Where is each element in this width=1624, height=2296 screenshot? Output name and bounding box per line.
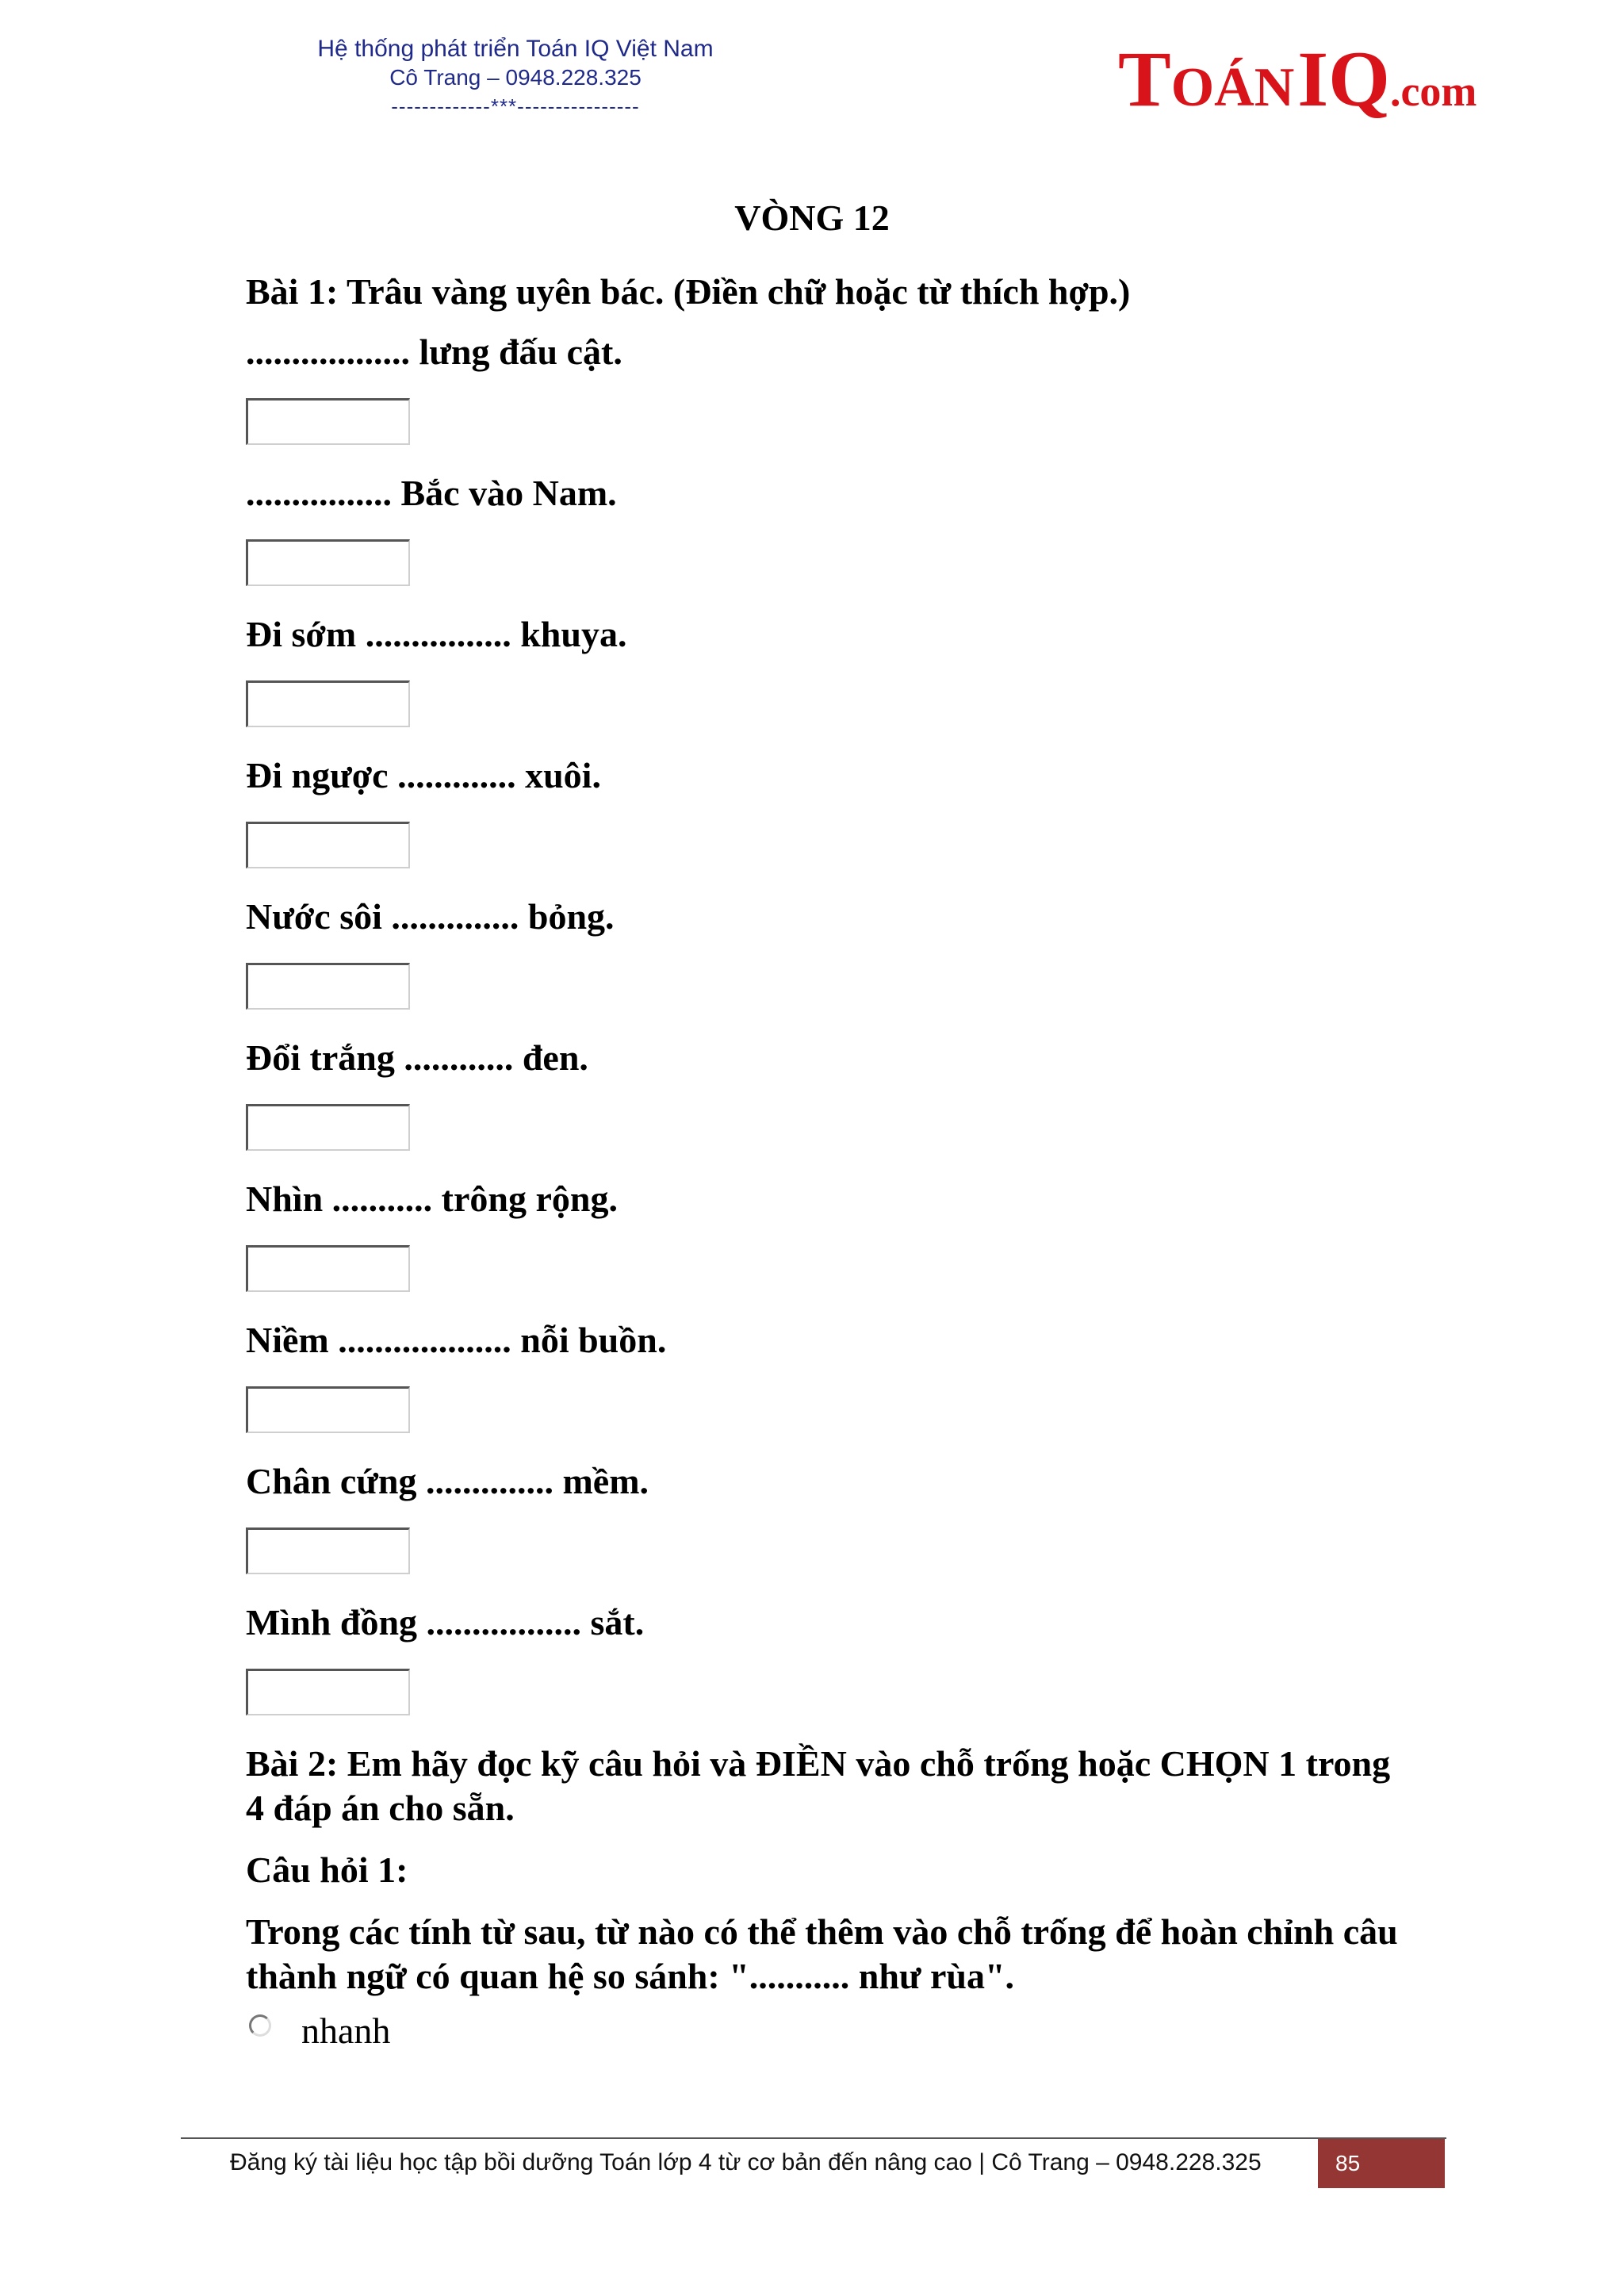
page-number: 85 xyxy=(1318,2139,1445,2188)
fill-item xyxy=(246,471,1404,612)
header-system-name: Hệ thống phát triển Toán IQ Việt Nam xyxy=(317,36,714,62)
fill-item xyxy=(246,1036,1404,1177)
fill-item-text: Đi ngược ............. xuôi. xyxy=(246,755,601,795)
fill-item-text: Mình đồng ................. sắt. xyxy=(246,1602,645,1642)
main-content xyxy=(246,270,1404,2057)
answer-input[interactable] xyxy=(246,398,410,445)
answer-input[interactable] xyxy=(246,539,410,586)
header-divider: -------------***---------------- xyxy=(391,94,640,118)
answer-input[interactable] xyxy=(246,1527,410,1574)
answer-option[interactable] xyxy=(246,2010,1404,2057)
fill-item-text: Niềm ................... nỗi buồn. xyxy=(246,1320,667,1360)
question-text: Trong các tính từ sau, từ nào có thể thêm vào chỗ trống để hoàn chỉnh câu thành ngữ có quan hệ so sánh: "........... như rùa". xyxy=(246,1911,1398,1996)
fill-item xyxy=(246,1318,1404,1459)
answer-input[interactable] xyxy=(246,1104,410,1151)
fill-item-text: Đổi trắng ............ đen. xyxy=(246,1037,588,1078)
footer-divider xyxy=(181,2137,1446,2139)
answer-input[interactable] xyxy=(246,680,410,727)
answer-input[interactable] xyxy=(246,963,410,1010)
answer-input[interactable] xyxy=(246,1386,410,1433)
fill-item-text: .................. lưng đấu cật. xyxy=(246,332,622,372)
answer-option-label: nhanh xyxy=(301,2010,391,2051)
footer-text: Đăng ký tài liệu học tập bồi dưỡng Toán lớp 4 từ cơ bản đến nâng cao | Cô Trang – 0948.228.325 xyxy=(230,2149,1262,2175)
task1-heading: Bài 1: Trâu vàng uyên bác. (Điền chữ hoặc từ thích hợp.) xyxy=(246,271,1131,312)
toaniq-logo: TOÁN IQ.com xyxy=(1118,35,1477,123)
header-info xyxy=(278,35,753,121)
fill-item xyxy=(246,612,1404,753)
page-title: VÒNG 12 xyxy=(734,197,890,238)
fill-item xyxy=(246,1600,1404,1742)
fill-item xyxy=(246,753,1404,895)
header-contact: Cô Trang – 0948.228.325 xyxy=(389,65,642,90)
radio-button[interactable] xyxy=(249,2014,271,2037)
question-label: Câu hỏi 1: xyxy=(246,1849,408,1890)
fill-item xyxy=(246,330,1404,471)
fill-item xyxy=(246,1459,1404,1600)
fill-item-text: Đi sớm ................ khuya. xyxy=(246,614,627,654)
fill-item-text: Nước sôi .............. bỏng. xyxy=(246,896,615,937)
task2-heading: Bài 2: Em hãy đọc kỹ câu hỏi và ĐIỀN vào chỗ trống hoặc CHỌN 1 trong 4 đáp án cho sẵn. xyxy=(246,1743,1391,1828)
fill-item xyxy=(246,895,1404,1036)
answer-input[interactable] xyxy=(246,1245,410,1292)
answer-input[interactable] xyxy=(246,1669,410,1715)
fill-item-text: ................ Bắc vào Nam. xyxy=(246,473,617,513)
fill-item-text: Nhìn ........... trông rộng. xyxy=(246,1179,618,1219)
fill-item-text: Chân cứng .............. mềm. xyxy=(246,1461,649,1501)
fill-item xyxy=(246,1177,1404,1318)
answer-input[interactable] xyxy=(246,822,410,868)
